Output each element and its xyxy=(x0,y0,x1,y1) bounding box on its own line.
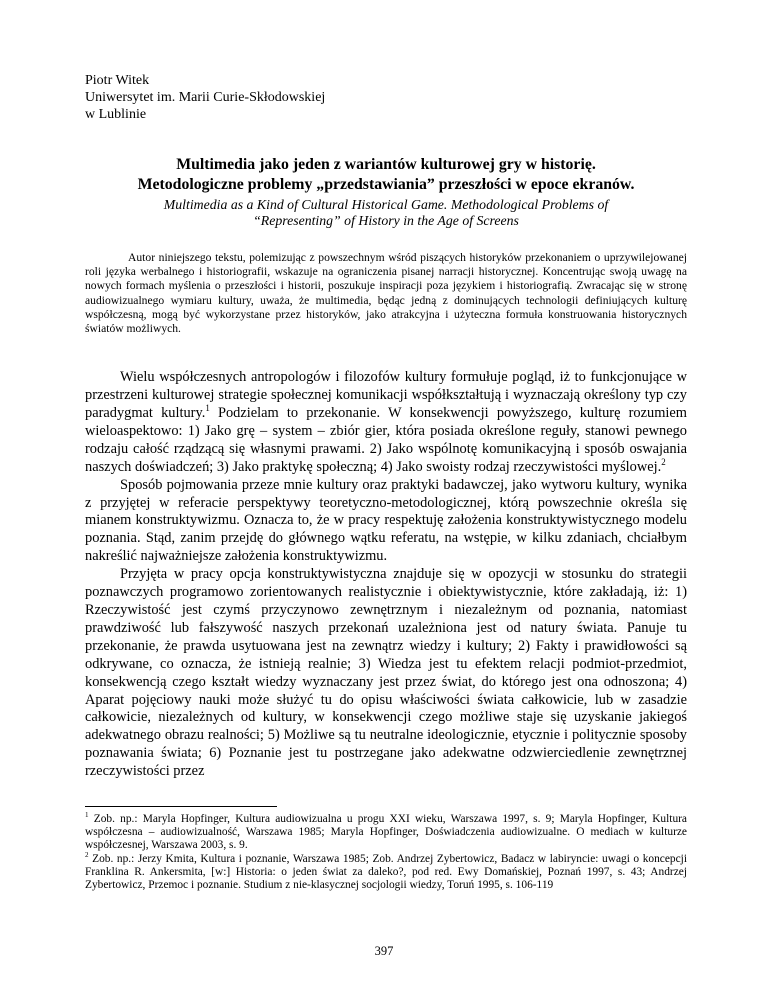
footnote-2 xyxy=(85,850,687,893)
body-paragraph-1 xyxy=(85,369,687,476)
author-block xyxy=(85,72,687,123)
body-paragraph-2: Sposób pojmowania przeze mnie kultury oraz praktyki badawczej, jako wytworu kultury, wynika z przyjętej w referacie perspektywy teoretyczno-metodologicznej, którą powszechnie określa się mianem konstruktywizmu. Oznacza to, że w pracy respektuję założenia konstruktywistycznego modelu poznania. Stąd, zanim przejdę do głównego wątku referatu, na wstępie, w kilku zdaniach, chciałbym nakreślić najważniejsze założenia konstruktywizmu. xyxy=(85,476,687,565)
footnote-ref-2: 2 xyxy=(661,456,666,467)
abstract: Autor niniejszego tekstu, polemizując z powszechnym wśród piszących historyków przekonaniem o uprzywilejowanej roli języka werbalnego i historiografii, wskazuje na ograniczenia pisanej narracji historycznej. Koncentrując swoją uwagę na nowych formach myślenia o przeszłości i historii, poszukuje inspiracji poza językiem i historiografią. Zwracając się w stronę audiowizualnego wymiaru kultury, uważa, że multimedia, będąc jedną z dominujących technologii definiujących kulturę współczesną, mogą być wykorzystane przez historyków, jako atrakcyjna i użyteczna formuła konstruowania historycznych światów możliwych. xyxy=(85,251,687,336)
footnote-section xyxy=(85,806,687,892)
footnote-1 xyxy=(85,813,687,853)
footnote-1-marker: 1 xyxy=(85,811,89,820)
subtitle-line-2: “Representing” of History in the Age of Screens xyxy=(253,213,519,228)
footnote-1-text: Zob. np.: Maryla Hopfinger, Kultura audiowizualna u progu XXI wieku, Warszawa 1997, s. 9; Maryla Hopfinger, Kultura współczesna – audiowizualność, Warszawa 1985; Maryla Hopfinger, Doświadczenia audiowizualne. O mediach w kulturze współczesnej, Warszawa 2003, s. 9. xyxy=(85,813,687,852)
body-text xyxy=(85,369,687,781)
page-content xyxy=(85,72,687,781)
footnote-separator-rule xyxy=(85,806,277,807)
page-number: 397 xyxy=(374,944,394,958)
author-name: Piotr Witek xyxy=(85,73,150,88)
title-line-2: Metodologiczne problemy „przedstawiania” przeszłości w epoce ekranów. xyxy=(137,176,635,193)
footnote-2-marker: 2 xyxy=(85,850,89,859)
paper-subtitle xyxy=(85,197,687,229)
footnote-2-text: Zob. np.: Jerzy Kmita, Kultura i poznanie, Warszawa 1985; Zob. Andrzej Zybertowicz, Badacz w labiryncie: uwagi o koncepcji Franklina R. Ankersmita, [w:] Historia: o jeden świat za daleko?, pod red. Ewy Domańskiej, Poznań 1997, s. 43; Andrzej Zybertowicz, Przemoc i poznanie. Studium z nie-klasycznej socjologii wiedzy, Toruń 1995, s. 106-119 xyxy=(85,852,687,892)
author-affiliation: Uniwersytet im. Marii Curie-Skłodowskiej xyxy=(85,90,326,105)
subtitle-line-1: Multimedia as a Kind of Cultural Historical Game. Methodological Problems of xyxy=(163,197,609,212)
paragraph-1-text-2: Podzielam to przekonanie. W konsekwencji powyższego, kulturę rozumiem wieloaspektowo: 1) Jako grę – system – zbiór gier, która posiada określone reguły, stanowi pewnego rodzaju całość rządzącą się własnymi prawami. 2) Jako wspólnotę komunikacyjną i sposób oswajania naszych doświadczeń; 3) Jako praktykę społeczną; 4) Jako swoisty rodzaj rzeczywistości myślowej. xyxy=(85,405,687,475)
author-city: w Lublinie xyxy=(85,107,147,122)
title-line-1: Multimedia jako jeden z wariantów kulturowej gry w historię. xyxy=(176,156,596,173)
body-paragraph-3: Przyjęta w pracy opcja konstruktywistyczna znajduje się w opozycji w stosunku do strategii poznawczych programowo zorientowanych realistycznie i obiektywistycznie, które zakładają, iż: 1) Rzeczywistość jest czymś przyczynowo zewnętrznym i niezależnym od poznania, natomiast prawdziwość lub fałszywość naszych przekonań uzależniona jest od natury świata. Panuje tu przekonanie, że prawda usytuowana jest na zewnątrz wiedzy i kultury; 2) Fakty i prawidłowości są odkrywane, co oznacza, że istnieją realnie; 3) Wiedza jest tu efektem relacji podmiot-przedmiot, konsekwencją czego kształt wiedzy wyznaczany jest przez świat, do którego jest ona odnoszona; 4) Aparat pojęciowy nauki może służyć tu do opisu właściwości świata całkowicie, lub w zasadzie całkowicie, niezależnych od kultury, w konsekwencji czego możliwe staje się uzyskanie jakiegoś adekwatnego obrazu realności; 5) Możliwe są tu neutralne ideologicznie, etycznie i politycznie sposoby poznawania świata; 6) Poznanie jest tu postrzegane jako adekwatne odzwierciedlenie zewnętrznej rzeczywistości przez xyxy=(85,566,687,780)
title-block xyxy=(85,155,687,229)
paragraph-1-text-1: Wielu współczesnych antropologów i filozofów kultury formułuje pogląd, iż to funkcjonujące w przestrzeni kulturowej strategie społecznej komunikacji współkształtują i wyznaczają określony typ czy paradygmat kultury. xyxy=(85,369,687,422)
paper-title xyxy=(85,155,687,195)
footnote-ref-1: 1 xyxy=(205,403,210,414)
